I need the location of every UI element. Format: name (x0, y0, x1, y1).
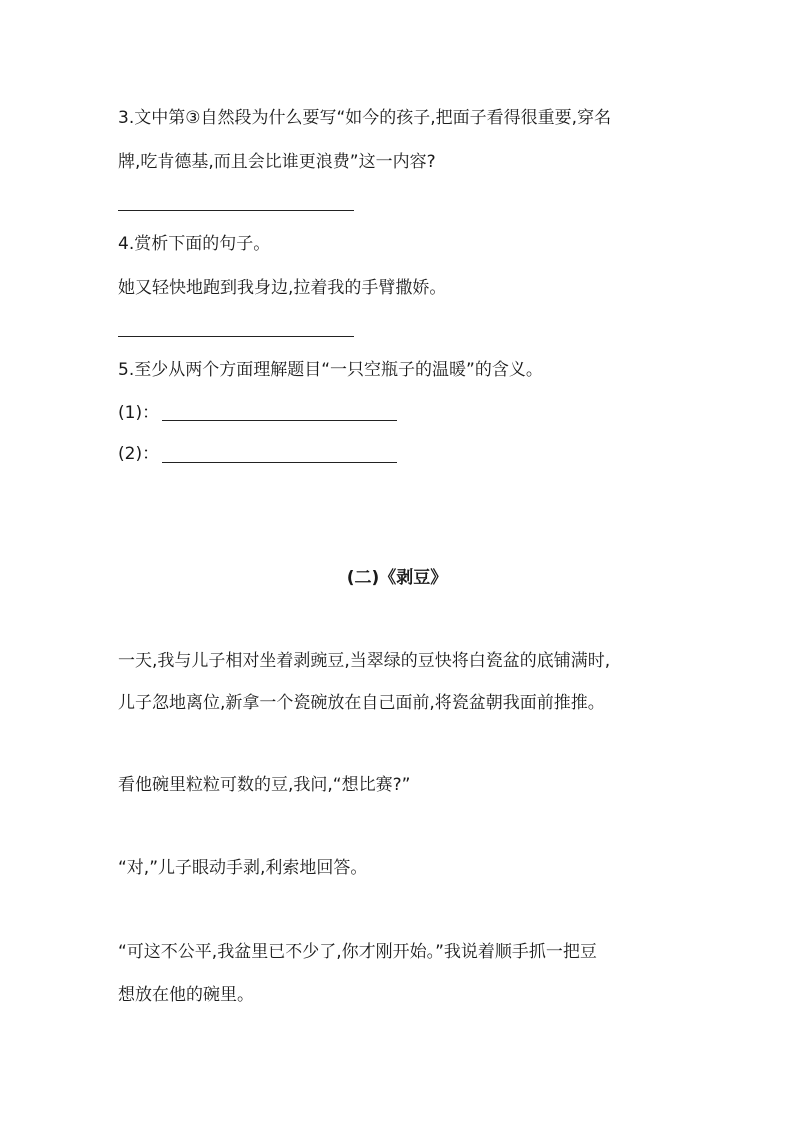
passage-paragraph-4-line-2: 想放在他的碗里。 (118, 985, 254, 1005)
question-4-sentence: 她又轻快地跑到我身边,拉着我的手臂撒娇。 (118, 278, 447, 298)
passage-paragraph-2: 看他碗里粒粒可数的豆,我问,“想比赛?” (118, 775, 411, 795)
passage-paragraph-3: “对,”儿子眼动手剥,利索地回答。 (118, 858, 368, 878)
question-3-line-1: 3.文中第③自然段为什么要写“如今的孩子,把面子看得很重要,穿名 (118, 108, 612, 128)
passage-paragraph-1-line-1: 一天,我与儿子相对坐着剥豌豆,当翠绿的豆快将白瓷盆的底铺满时, (118, 651, 611, 671)
answer-blank-q4[interactable] (118, 336, 354, 337)
question-5-item-1-label: (1)： (118, 403, 160, 423)
answer-blank-q5-2[interactable] (162, 462, 397, 463)
question-4-title: 4.赏析下面的句子。 (118, 234, 271, 254)
question-3-line-2: 牌,吃肯德基,而且会比谁更浪费”这一内容? (118, 152, 436, 172)
passage-title: (二)《剥豆》 (346, 568, 448, 588)
answer-blank-q5-1[interactable] (162, 420, 397, 421)
passage-paragraph-4-line-1: “可这不公平,我盆里已不少了,你才刚开始。”我说着顺手抓一把豆 (118, 942, 597, 962)
question-5-item-2-label: (2)： (118, 444, 160, 464)
question-5-title: 5.至少从两个方面理解题目“一只空瓶子的温暖”的含义。 (118, 360, 543, 380)
passage-paragraph-1-line-2: 儿子忽地离位,新拿一个瓷碗放在自己面前,将瓷盆朝我面前推推。 (118, 693, 605, 713)
answer-blank-q3[interactable] (118, 210, 354, 211)
